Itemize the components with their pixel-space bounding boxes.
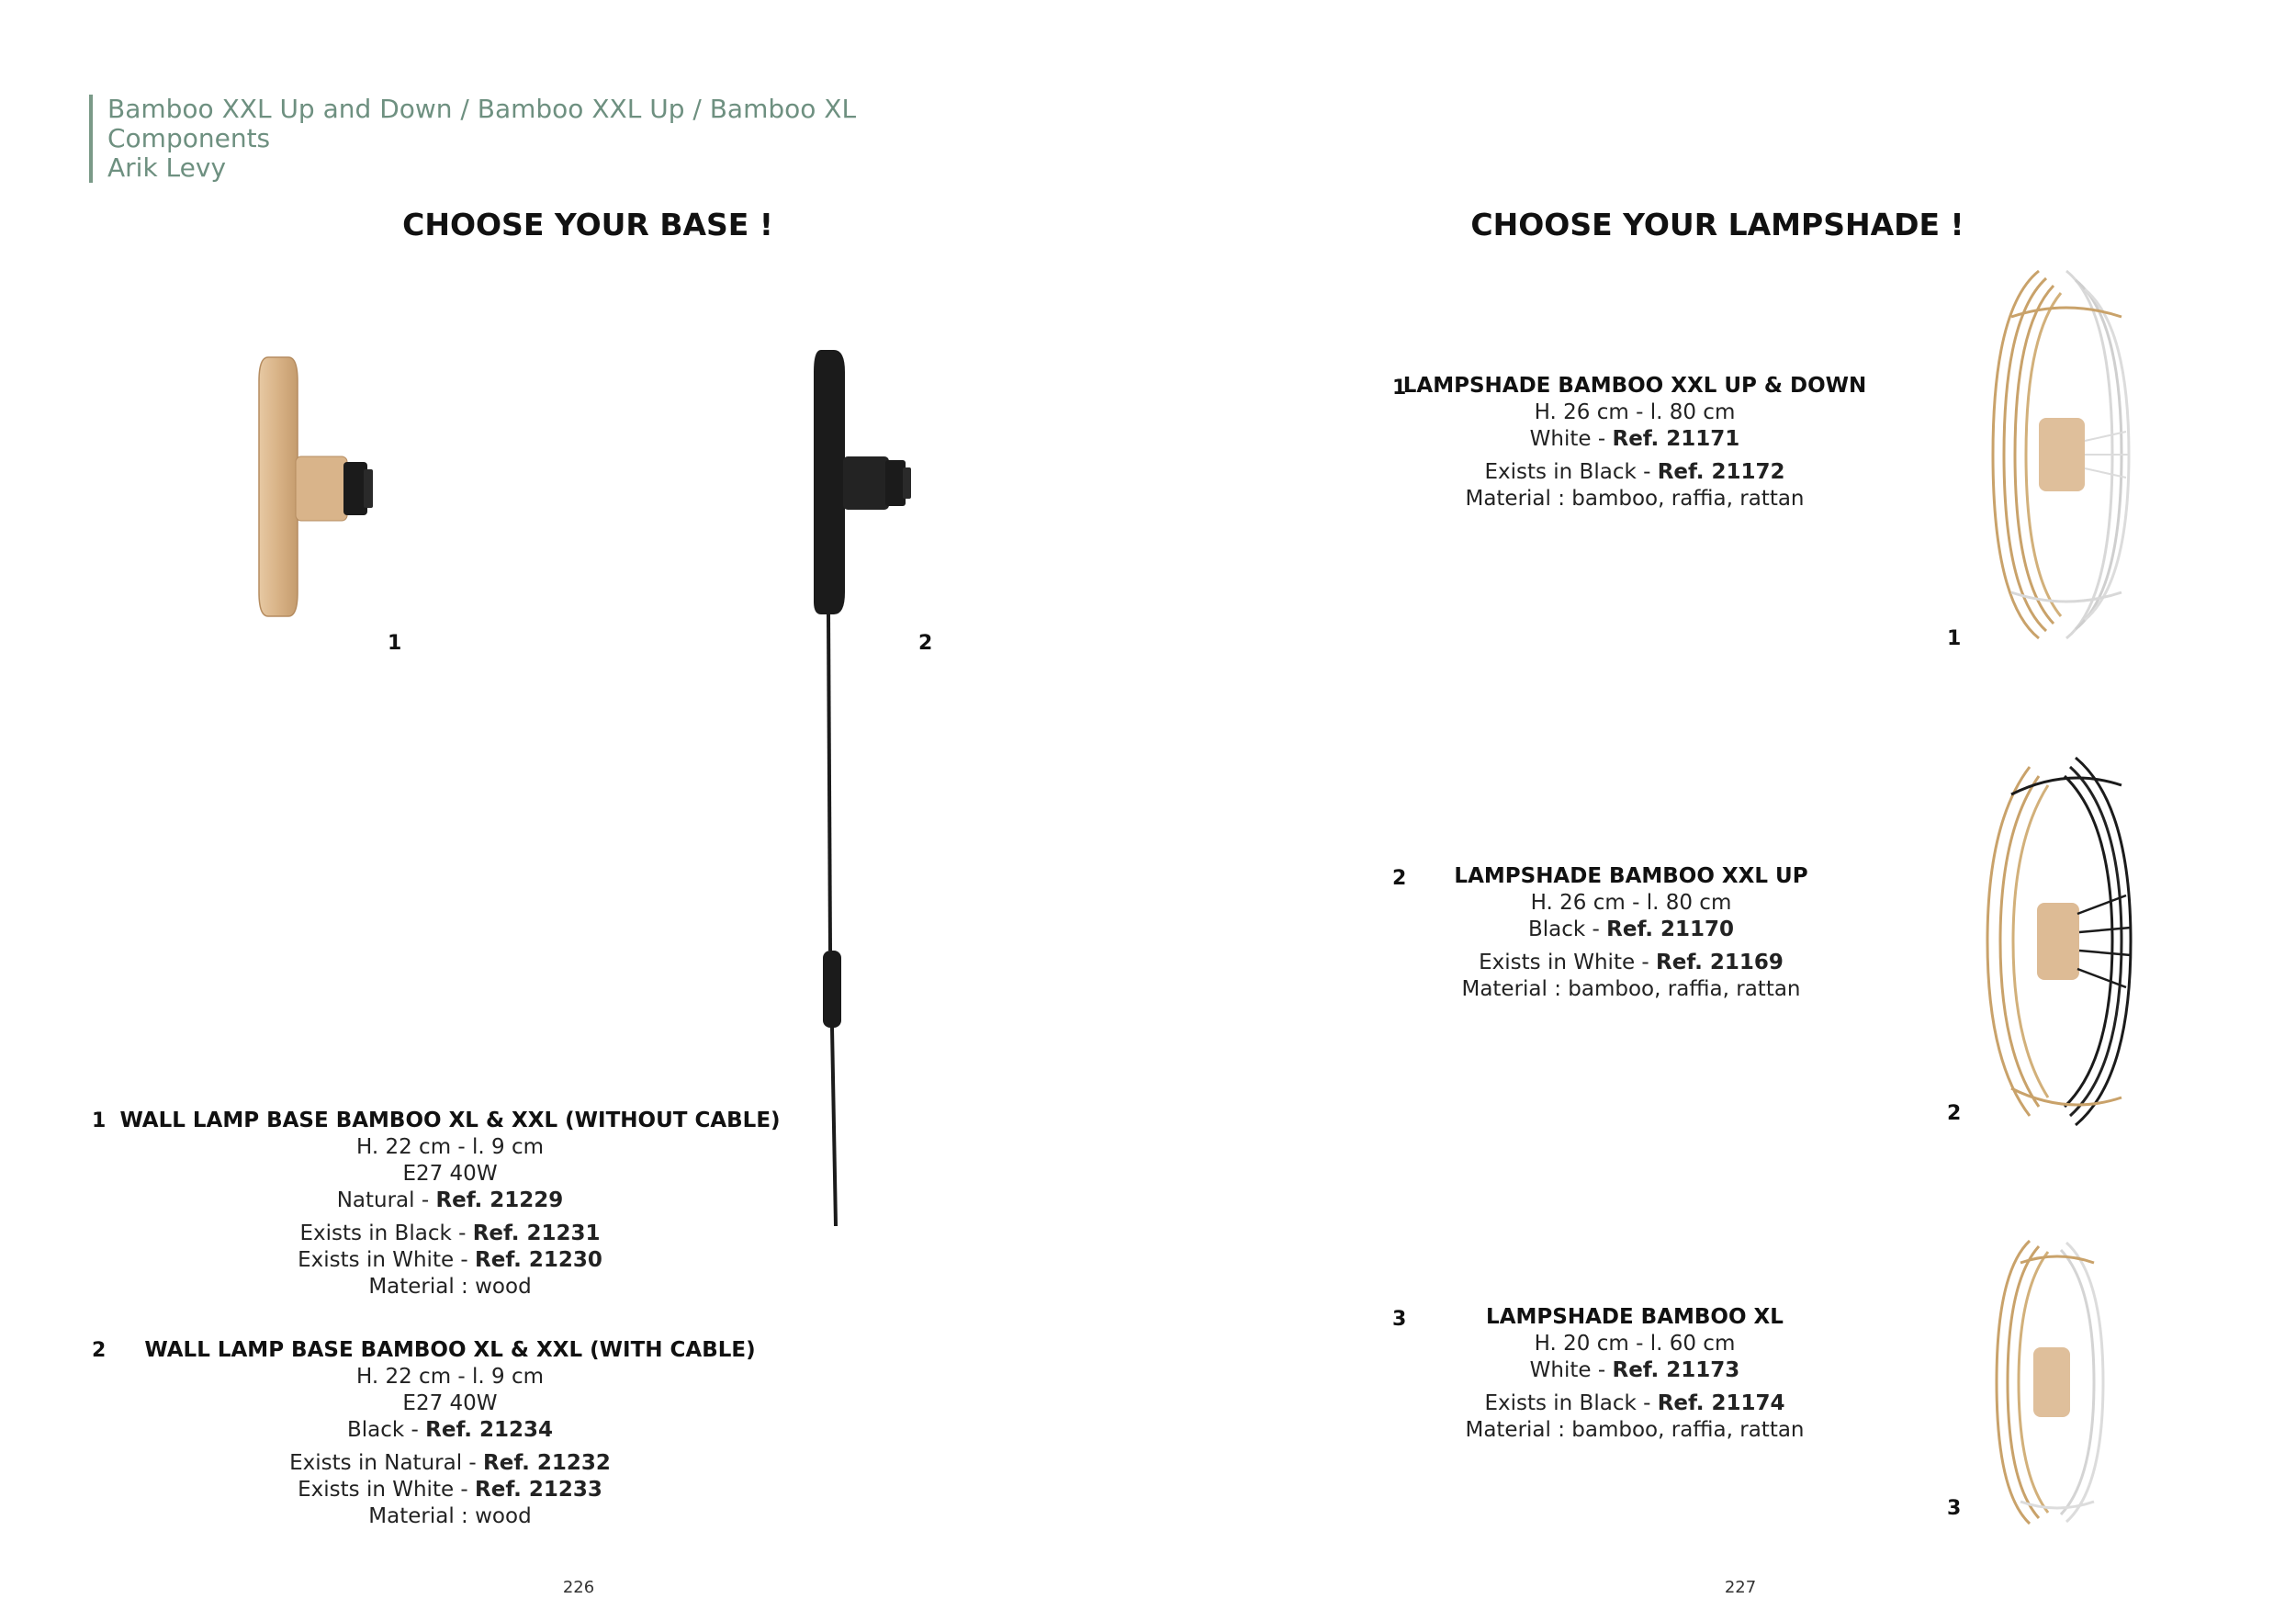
product-alt-ref: Exists in Black - Ref. 21172 — [1484, 460, 1785, 484]
product-alt-ref: Exists in White - Ref. 21230 — [298, 1248, 602, 1272]
product-main-ref: White - Ref. 21173 — [1529, 1358, 1740, 1382]
header-section: Components — [107, 123, 271, 153]
bamboo-xl-shade-icon — [1984, 1235, 2112, 1529]
header-designer: Arik Levy — [107, 152, 227, 183]
product-dimensions: H. 26 cm - l. 80 cm — [1534, 400, 1736, 424]
product-material: Material : wood — [368, 1275, 532, 1299]
product-alt-ref: Exists in Black - Ref. 21231 — [299, 1221, 601, 1245]
shade-item-number: 1 — [1392, 377, 1407, 400]
product-name: WALL LAMP BASE BAMBOO XL & XXL (WITH CABLE) — [144, 1338, 756, 1362]
product-alt-ref: Exists in Natural - Ref. 21232 — [289, 1451, 611, 1475]
black-wall-base-with-cable-icon — [808, 344, 946, 1235]
product-name: LAMPSHADE BAMBOO XXL UP — [1454, 864, 1808, 888]
product-name: LAMPSHADE BAMBOO XXL UP & DOWN — [1402, 374, 1867, 398]
product-main-ref: Black - Ref. 21170 — [1528, 917, 1734, 941]
header-product-line: Bamboo XXL Up and Down / Bamboo XXL Up / Bamboo XL — [107, 94, 857, 124]
shade-figure-label-1: 1 — [1947, 627, 1962, 650]
shade-item-3-info — [1465, 1304, 1804, 1444]
base-item-number: 2 — [92, 1339, 107, 1362]
base-section-title: CHOOSE YOUR BASE ! — [402, 207, 773, 242]
product-main-ref: Natural - Ref. 21229 — [336, 1188, 564, 1212]
shade-figure-label-3: 3 — [1947, 1497, 1962, 1520]
base-figure-label-1: 1 — [388, 632, 402, 655]
product-name: WALL LAMP BASE BAMBOO XL & XXL (WITHOUT CABLE) — [119, 1109, 781, 1132]
product-material: Material : bamboo, raffia, rattan — [1465, 487, 1805, 511]
product-material: Material : wood — [368, 1504, 532, 1528]
bamboo-up-shade-icon — [1975, 749, 2140, 1134]
base-item-1-info — [119, 1108, 780, 1300]
base-item-number: 1 — [92, 1109, 107, 1132]
shade-item-number: 2 — [1392, 867, 1407, 890]
bamboo-up-down-shade-icon — [1975, 262, 2140, 647]
lampshade-section-title: CHOOSE YOUR LAMPSHADE ! — [1470, 207, 1964, 242]
page-number-left: 226 — [562, 1578, 595, 1597]
product-material: Material : bamboo, raffia, rattan — [1461, 977, 1801, 1001]
shade-item-2-info — [1454, 863, 1807, 1003]
product-dimensions: H. 22 cm - l. 9 cm — [355, 1365, 545, 1389]
wood-wall-base-icon — [248, 344, 413, 629]
product-alt-ref: Exists in White - Ref. 21169 — [1479, 951, 1784, 974]
product-main-ref: Black - Ref. 21234 — [347, 1418, 553, 1442]
product-material: Material : bamboo, raffia, rattan — [1465, 1418, 1805, 1442]
shade-item-1-info — [1403, 373, 1866, 512]
product-alt-ref: Exists in Black - Ref. 21174 — [1484, 1391, 1785, 1415]
product-bulb: E27 40W — [402, 1162, 498, 1186]
product-dimensions: H. 22 cm - l. 9 cm — [355, 1135, 545, 1159]
shade-item-number: 3 — [1392, 1308, 1407, 1331]
base-figure-label-2: 2 — [918, 632, 933, 655]
product-main-ref: White - Ref. 21171 — [1529, 427, 1740, 451]
product-dimensions: H. 26 cm - l. 80 cm — [1530, 891, 1732, 915]
base-item-2-info — [144, 1337, 755, 1530]
shade-figure-label-2: 2 — [1947, 1102, 1962, 1125]
product-name: LAMPSHADE BAMBOO XL — [1486, 1305, 1784, 1329]
product-alt-ref: Exists in White - Ref. 21233 — [298, 1478, 602, 1502]
page-number-right: 227 — [1724, 1578, 1757, 1597]
product-dimensions: H. 20 cm - l. 60 cm — [1534, 1332, 1736, 1356]
catalog-header — [89, 95, 856, 183]
product-bulb: E27 40W — [402, 1391, 498, 1415]
